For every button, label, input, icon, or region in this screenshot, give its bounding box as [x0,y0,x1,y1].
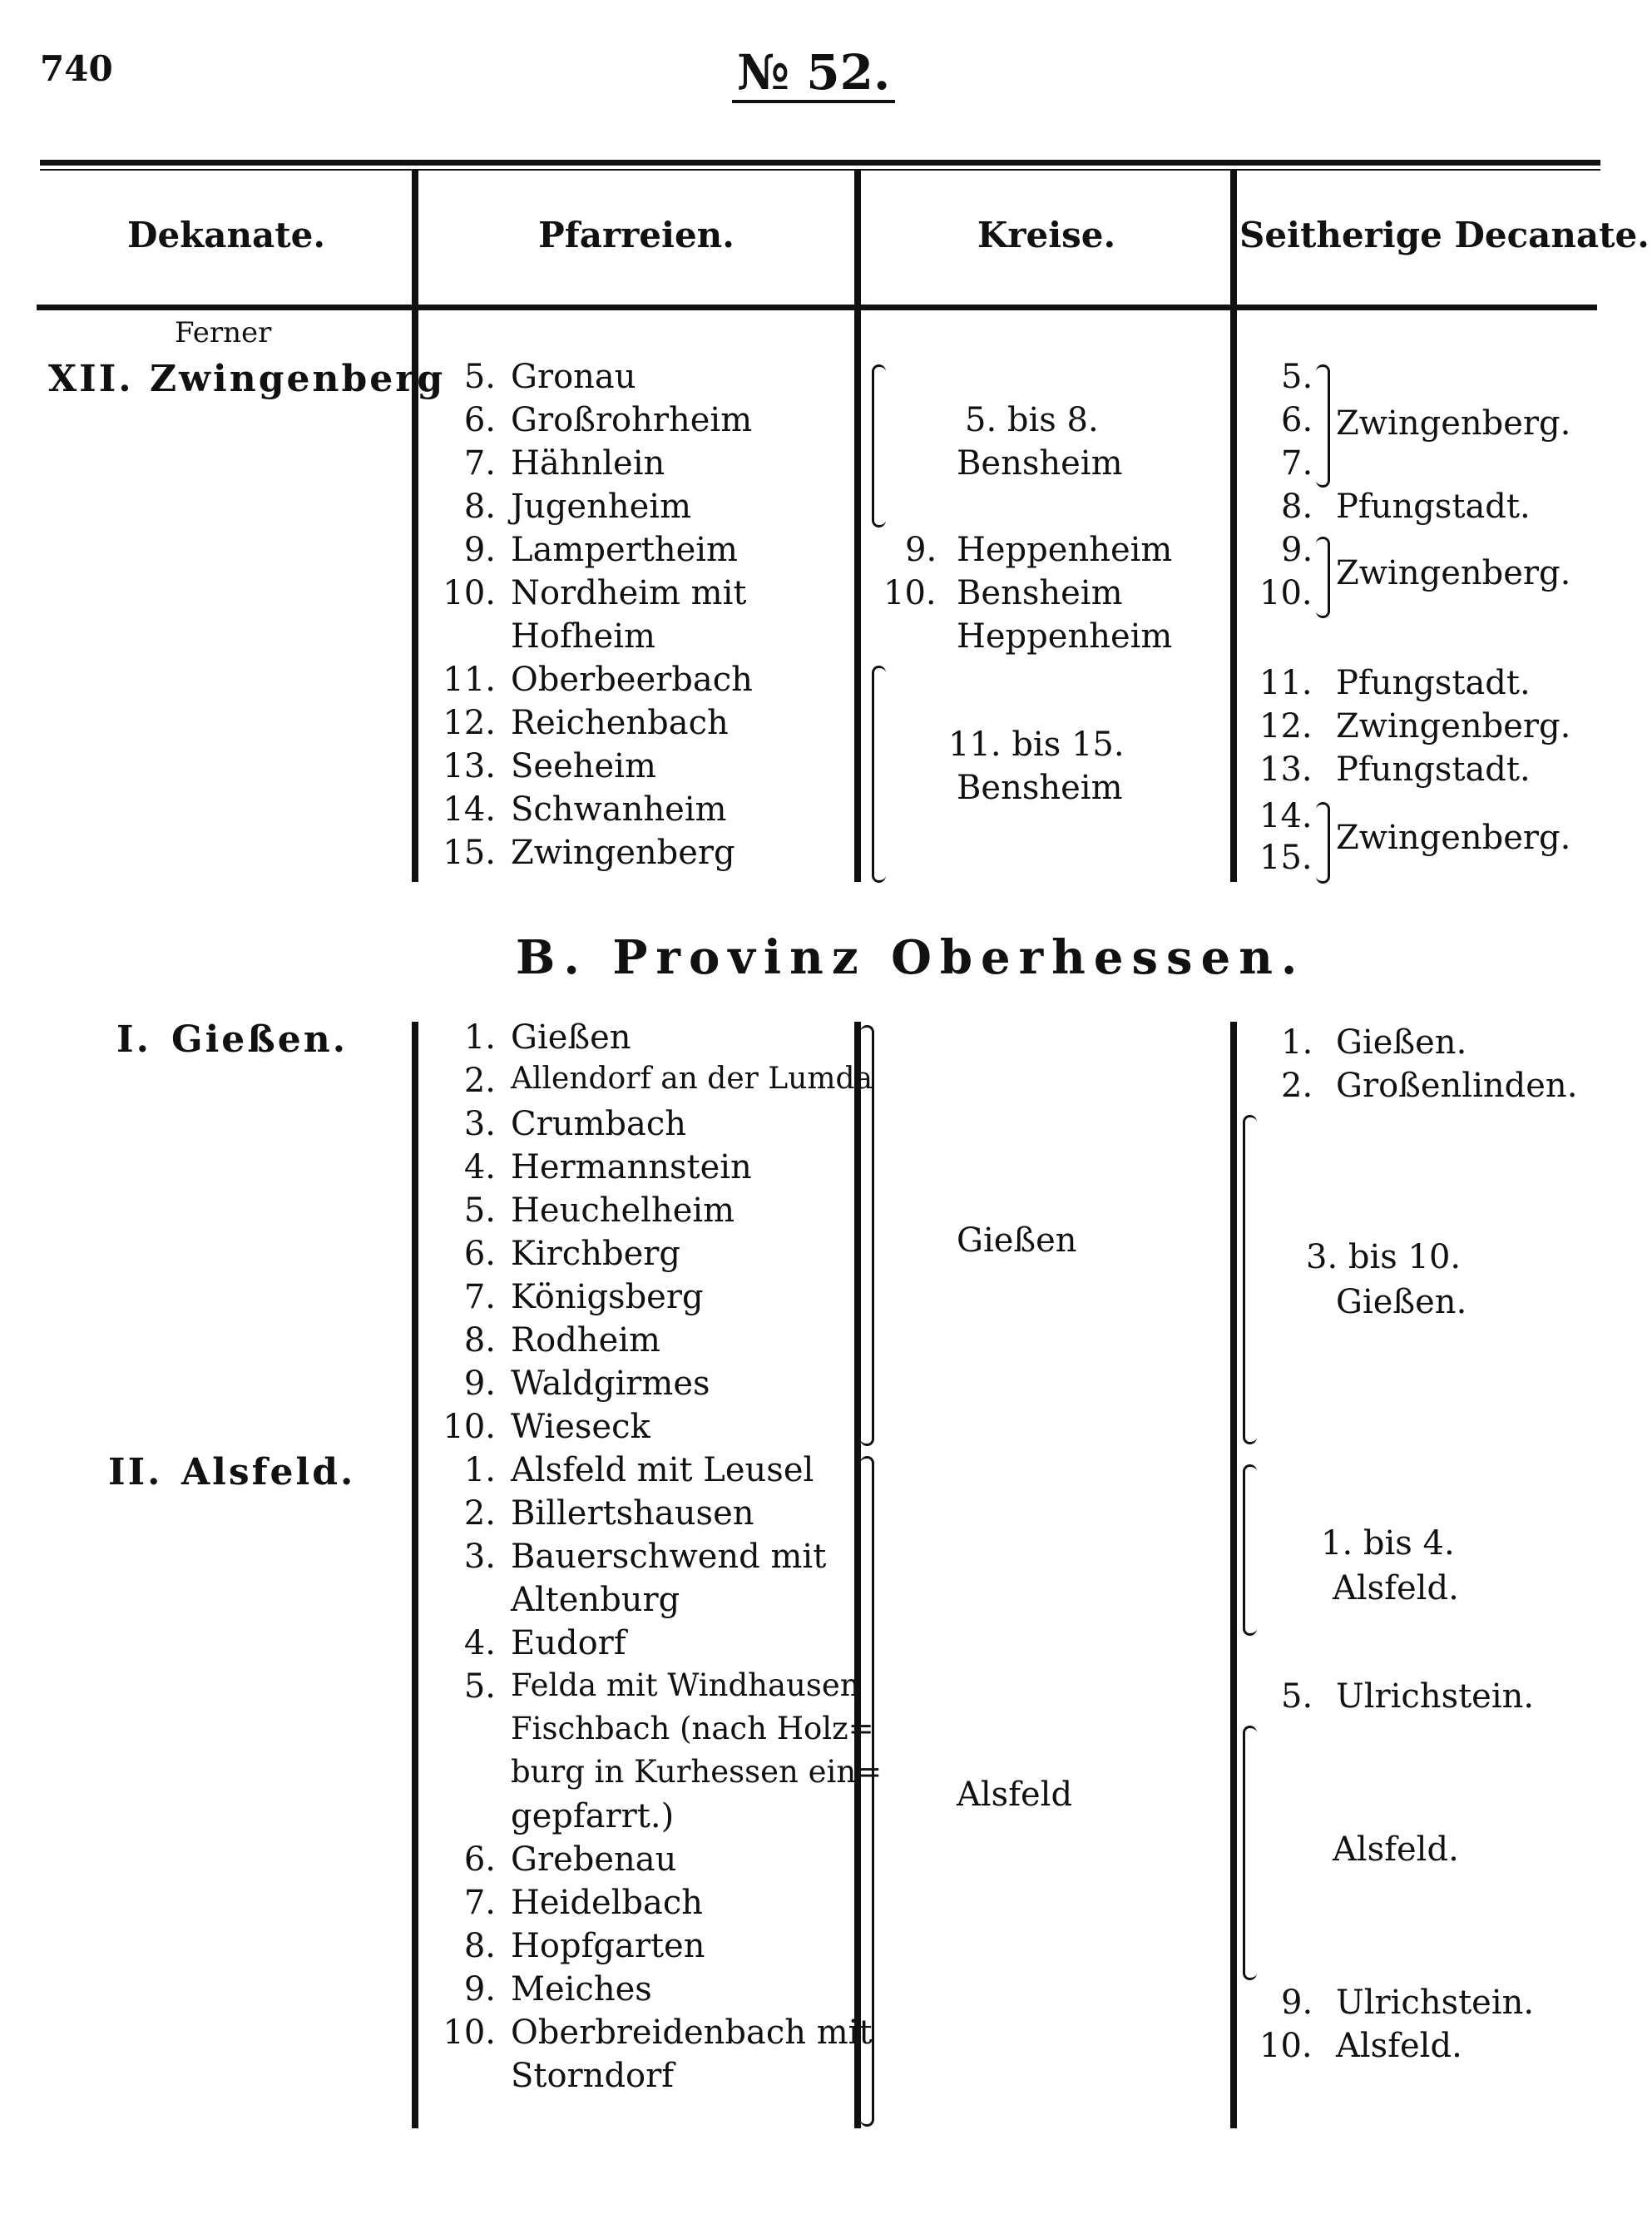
parish-name: Lampertheim [511,531,738,569]
dekanat-number: 6. [1281,401,1313,439]
parish-name: Hähnlein [511,444,665,483]
parish-number: 5. [463,1667,496,1706]
parish-number: 5. [463,1191,496,1230]
parish-number: 9. [463,1970,496,2009]
column-header-pfarreien: Pfarreien. [538,215,734,255]
parish-number: 10. [443,2013,496,2052]
ferner-label: Ferner [175,316,272,349]
parish-name: Jugenheim [511,488,691,526]
kreis-name: Alsfeld [957,1776,1073,1814]
column-rule [1230,1022,1237,2128]
dekanat-number: 14. [1259,797,1313,835]
dekanat-range: 3. bis 10. [1306,1238,1462,1276]
parish-number: 3. [463,1538,496,1576]
parish-number: 9. [463,1365,496,1403]
column-header-dekanate: Dekanate. [127,215,325,255]
parish-name: Kirchberg [511,1235,680,1273]
dekanat-number: 7. [1281,444,1313,483]
dekanat-number: 8. [1281,488,1313,526]
top-rule [40,160,1600,166]
parish-number: 13. [443,747,496,785]
brace [872,364,886,528]
parish-name: Oberbreidenbach mit [511,2013,873,2052]
parish-name: Billertshausen [511,1494,754,1533]
brace [1316,364,1330,488]
dekanat-number: 2. [1281,1067,1313,1105]
parish-number: 2. [463,1494,496,1533]
parish-number: 10. [443,574,496,612]
kreis-range: 11. bis 15. [948,726,1125,764]
parish-name: burg in Kurhessen ein= [511,1754,883,1790]
parish-number: 11. [443,661,496,699]
dekanat-name: Zwingenberg. [1336,404,1571,443]
dekanat-name: Alsfeld. [181,1451,356,1493]
parish-number: 1. [463,1451,496,1489]
parish-number: 7. [463,1278,496,1316]
dekanat-name: Zwingenberg [150,358,446,400]
brace [1316,802,1330,884]
kreis-name: Gießen [957,1221,1077,1260]
parish-name: Nordheim mit [511,574,747,612]
parish-number: 1. [463,1018,496,1057]
brace [1316,537,1330,618]
parish-name: Königsberg [511,1278,704,1316]
dekanat-name: Zwingenberg. [1336,707,1571,745]
issue-number: № 52. [732,48,895,103]
dekanat-number: 13. [1259,750,1313,789]
kreis-name: Bensheim [957,444,1123,483]
parish-name: Hofheim [511,617,655,656]
dekanat-name: Ulrichstein. [1336,1984,1535,2022]
dekanat-name: Alsfeld. [1333,1569,1459,1607]
column-header-kreise: Kreise. [977,215,1116,255]
parish-number: 2. [463,1062,496,1100]
dekanat-name: Ulrichstein. [1336,1677,1535,1716]
dekanat-name: Zwingenberg. [1336,819,1571,857]
dekanat-name: Alsfeld. [1333,1830,1459,1869]
section-heading: B. Provinz Oberhessen. [516,930,1306,985]
parish-number: 8. [463,488,496,526]
parish-name: Wieseck [511,1408,650,1446]
top-rule-thin [40,169,1600,171]
dekanat-number: 5. [1281,358,1313,396]
brace [1243,1726,1257,1980]
parish-name: Felda mit Windhausen [511,1667,860,1703]
kreis-name: Heppenheim [957,531,1173,569]
parish-number: 6. [463,1235,496,1273]
parish-number: 4. [463,1624,496,1662]
parish-name: Eudorf [511,1624,626,1662]
column-rule [854,171,861,882]
dekanat-name: Gießen. [1336,1283,1467,1321]
parish-name: Großrohrheim [511,401,753,439]
page-number: 740 [40,48,113,89]
parish-number: 12. [443,704,496,742]
dekanat-range: 1. bis 4. [1321,1524,1455,1563]
column-header-seitherige: Seitherige Decanate. [1239,215,1650,255]
parish-name: Hopfgarten [511,1927,705,1965]
parish-name: Alsfeld mit Leusel [511,1451,814,1489]
parish-number: 7. [463,444,496,483]
dekanat-number: 15. [1259,839,1313,877]
dekanat-number: 10. [1259,574,1313,612]
dekanat-name: Gießen. [171,1018,349,1061]
dekanat-name: Pfungstadt. [1336,750,1531,789]
dekanat-name: Pfungstadt. [1336,664,1531,702]
dekanat-number: 12. [1259,707,1313,745]
parish-name: Heidelbach [511,1884,704,1922]
header-rule [37,305,1597,310]
dekanat-numeral: XII. [48,358,134,400]
parish-name: Allendorf an der Lumda [511,1062,873,1096]
parish-name: Zwingenberg [511,834,735,872]
brace [872,666,886,883]
brace [860,1456,874,2127]
kreis-number: 9. [905,531,937,569]
dekanat-numeral: I. [116,1018,151,1061]
parish-number: 8. [463,1927,496,1965]
parish-number: 10. [443,1408,496,1446]
parish-name: Oberbeerbach [511,661,753,699]
parish-name: Bauerschwend mit [511,1538,827,1576]
parish-number: 3. [463,1105,496,1143]
parish-name: Hermannstein [511,1148,752,1186]
brace [860,1025,874,1446]
brace [1243,1115,1257,1444]
parish-number: 5. [463,358,496,396]
column-rule [412,171,418,882]
parish-number: 4. [463,1148,496,1186]
parish-number: 9. [463,531,496,569]
parish-name: Altenburg [511,1581,680,1619]
parish-name: Rodheim [511,1321,660,1360]
parish-name: Heuchelheim [511,1191,735,1230]
parish-name: Gronau [511,358,636,396]
dekanat-name: Alsfeld. [1336,2027,1462,2065]
parish-number: 7. [463,1884,496,1922]
kreis-name: Bensheim [957,769,1123,807]
dekanat-number: 9. [1281,1984,1313,2022]
parish-name: Gießen [511,1018,631,1057]
parish-name: Reichenbach [511,704,729,742]
dekanat-name: Zwingenberg. [1336,554,1571,592]
parish-name: Seeheim [511,747,656,785]
dekanat-number: 11. [1259,664,1313,702]
brace [1243,1464,1257,1636]
parish-name: Waldgirmes [511,1365,710,1403]
parish-name: Storndorf [511,2057,675,2095]
column-rule [1230,171,1237,882]
parish-name: Schwanheim [511,790,727,829]
parish-number: 15. [443,834,496,872]
parish-name: Meiches [511,1970,652,2009]
parish-name: gepfarrt.) [511,1797,675,1835]
column-rule [412,1022,418,2128]
dekanat-name: Gießen. [1336,1023,1467,1062]
kreis-range: 5. bis 8. [965,401,1099,439]
parish-name: Fischbach (nach Holz= [511,1711,874,1746]
parish-number: 6. [463,1840,496,1879]
kreis-number: 10. [883,574,937,612]
dekanat-number: 9. [1281,531,1313,569]
parish-number: 6. [463,401,496,439]
parish-number: 14. [443,790,496,829]
dekanat-number: 5. [1281,1677,1313,1716]
kreis-name: Bensheim [957,574,1123,612]
dekanat-name: Großenlinden. [1336,1067,1578,1105]
dekanat-number: 10. [1259,2027,1313,2065]
dekanat-number: 1. [1281,1023,1313,1062]
kreis-name: Heppenheim [957,617,1173,656]
dekanat-numeral: II. [108,1451,163,1493]
parish-name: Crumbach [511,1105,687,1143]
dekanat-name: Pfungstadt. [1336,488,1531,526]
parish-name: Grebenau [511,1840,677,1879]
parish-number: 8. [463,1321,496,1360]
